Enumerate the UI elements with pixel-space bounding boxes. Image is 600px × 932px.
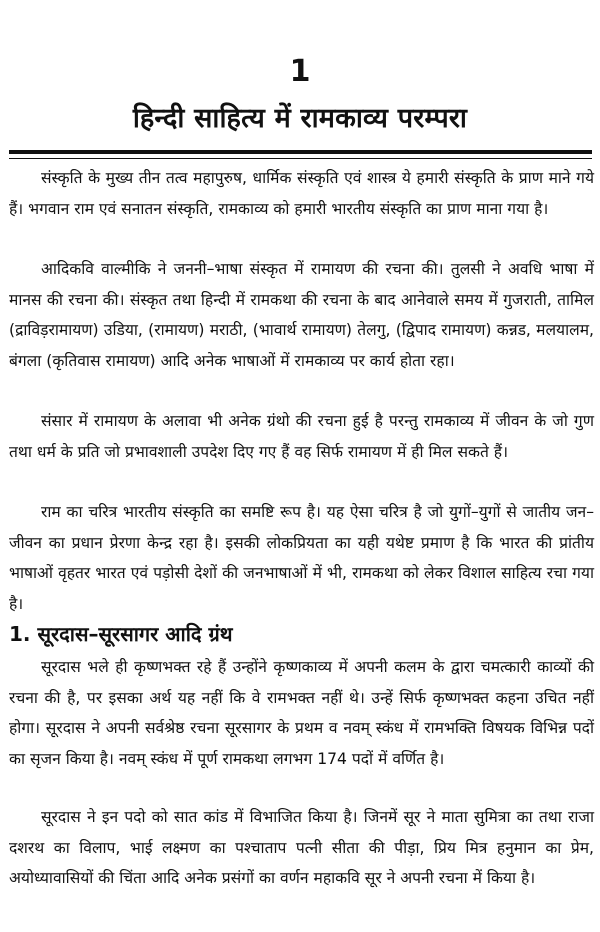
chapter-title: हिन्दी साहित्य में रामकाव्य परम्परा <box>132 103 468 134</box>
title-divider-thin <box>9 158 592 159</box>
chapter-number: 1 <box>289 54 311 89</box>
section-heading: 1. सूरदास–सूरसागर आदि ग्रंथ <box>9 622 233 646</box>
paragraph: आदिकवि वाल्मीकि ने जननी–भाषा संस्कृत में रामायण की रचना की। तुलसी ने अवधि भाषा में मानस की रचना की। संस्कृत तथा हिन्दी में रामकथा की रचना के बाद आनेवाले समय में गुजराती, तामिल (द्राविड़रामायण) उडिया, (रामायण) मराठी, (भावार्थ रामायण) तेलगु, (द्विपाद रामायण) कन्नड, मलयालम, बंगला (कृतिवास रामायण) आदि अनेक भाषाओं में रामकाव्य पर कार्य होता रहा। <box>9 260 594 370</box>
section-paragraph: सूरदास ने इन पदो को सात कांड में विभाजित किया है। जिनमें सूर ने माता सुमित्रा का तथा राजा दशरथ का विलाप, भाई लक्ष्मण का पश्चाताप पत्नी सीता की पीड़ा, प्रिय मित्र हनुमान का प्रेम, अयोध्यावासियों की चिंता आदि अनेक प्रसंगों का वर्णन महाकवि सूर ने अपनी रचना में किया है। <box>9 808 594 887</box>
paragraph: संस्कृति के मुख्य तीन तत्व महापुरुष, धार्मिक संस्कृति एवं शास्त्र ये हमारी संस्कृति के प्राण माने गये हैं। भगवान राम एवं सनातन संस्कृति, रामकाव्य को हमारी भारतीय संस्कृति का प्राण माना गया है। <box>9 169 594 218</box>
section-paragraph: सूरदास भले ही कृष्णभक्त रहे हैं उन्होंने कृष्णकाव्य में अपनी कलम के द्वारा चमत्कारी काव्यों की रचना की है, पर इसका अर्थ यह नहीं कि वे रामभक्त नहीं थे। उन्हें सिर्फ कृष्णभक्त कहना उचित नहीं होगा। सूरदास ने अपनी सर्वश्रेष्ठ रचना सूरसागर के प्रथम व नवम् स्कंध में रामभक्ति विषयक विभिन्न पदों का सृजन किया है। नवम् स्कंध में पूर्ण रामकथा लगभग 174 पदों में वर्णित है। <box>9 658 594 768</box>
title-divider-thick <box>9 150 592 154</box>
paragraph: संसार में रामायण के अलावा भी अनेक ग्रंथो की रचना हुई है परन्तु रामकाव्य में जीवन के जो गुण तथा धर्म के प्रति जो प्रभावशाली उपदेश दिए गए हैं वह सिर्फ रामायण में ही मिल सकते हैं। <box>9 412 594 461</box>
paragraph: राम का चरित्र भारतीय संस्कृति का समष्टि रूप है। यह ऐसा चरित्र है जो युगों–युगों से जातीय जन–जीवन का प्रधान प्रेरणा केन्द्र रहा है। इसकी लोकप्रियता का यही यथेष्ट प्रमाण है कि भारत की प्रांतीय भाषाओं वृहतर भारत एवं पड़ोसी देशों की जनभाषाओं में भी, रामकथा को लेकर विशाल साहित्य रचा गया है। <box>9 503 594 613</box>
